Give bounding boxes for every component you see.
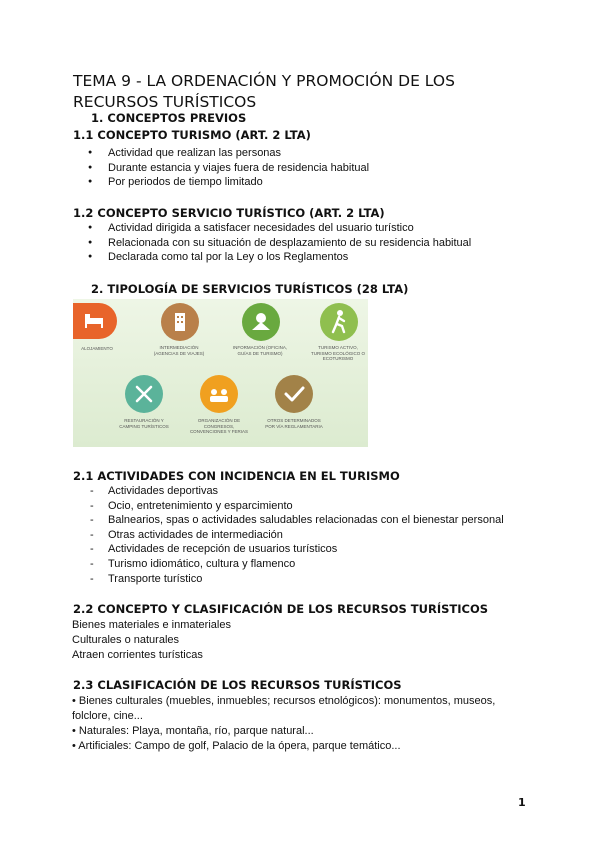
page-number: 1 [518,796,526,809]
text-line: Bienes materiales e inmateriales [72,619,231,631]
hiker-icon [320,303,358,341]
caption-active-tourism: TURISMO ACTIVO, TURISMO ECOLÓGICO O ECOTURISMO [310,345,365,361]
checkmark-icon [275,375,313,413]
text-line: • Bienes culturales (muebles, inmuebles; recursos etnológicos): monumentos, museos, [72,695,496,707]
building-icon [161,303,199,341]
bed-icon [73,303,117,339]
cutlery-icon [125,375,163,413]
text-line: Atraen corrientes turísticas [72,649,203,661]
section-1-2-heading: 1.2 CONCEPTO SERVICIO TURÍSTICO (ART. 2 LTA) [73,206,385,220]
conference-icon [200,375,238,413]
caption-restaurants: RESTAURACIÓN Y CAMPING TURÍSTICOS [119,418,169,429]
list-item: - Transporte turístico [88,572,504,587]
list-item: - Otras actividades de intermediación [88,528,504,543]
section-2-2-heading: 2.2 CONCEPTO Y CLASIFICACIÓN DE LOS RECURSOS TURÍSTICOS [73,602,489,616]
list-item: ● Durante estancia y viajes fuera de residencia habitual [88,161,369,176]
tourism-services-infographic [73,299,368,447]
section-2-2-text [72,618,532,663]
section-1-heading: 1. CONCEPTOS PREVIOS [91,111,247,125]
list-item: ● Por periodos de tiempo limitado [88,175,369,190]
caption-accommodation: ALOJAMIENTO [81,346,113,351]
text-line: folclore, cine... [72,710,143,722]
list-item: - Actividades deportivas [88,484,504,499]
caption-others: OTROS DETERMINADOS POR VÍA REGLAMENTARIA [265,418,323,429]
text-line: Culturales o naturales [72,634,180,646]
section-2-3-heading: 2.3 CLASIFICACIÓN DE LOS RECURSOS TURÍSTICOS [73,678,402,692]
text-line: • Naturales: Playa, montaña, río, parque natural... [72,725,314,737]
document-title: TEMA 9 - LA ORDENACIÓN Y PROMOCIÓN DE LOS RECURSOS TURÍSTICOS [73,72,455,111]
list-item: - Ocio, entretenimiento y esparcimiento [88,499,504,514]
section-2-1-list [88,484,504,586]
caption-information: INFORMACIÓN (OFICINA, GUÍAS DE TURISMO) [232,345,288,356]
section-2-3-text [72,694,532,754]
list-item: ● Declarada como tal por la Ley o los Reglamentos [88,250,471,265]
caption-intermediation: INTERMEDIACIÓN (AGENCIAS DE VIAJES) [153,345,205,356]
section-1-2-list [88,221,471,265]
caption-congresses: ORGANIZACIÓN DE CONGRESOS, CONVENCIONES Y FERIAS [189,418,249,434]
section-1-1-heading: 1.1 CONCEPTO TURISMO (ART. 2 LTA) [73,128,311,142]
list-item: ● Relacionada con su situación de desplazamiento de su residencia habitual [88,236,471,251]
information-icon [242,303,280,341]
list-item: ● Actividad dirigida a satisfacer necesidades del usuario turístico [88,221,471,236]
section-2-heading: 2. TIPOLOGÍA DE SERVICIOS TURÍSTICOS (28 LTA) [91,282,409,296]
list-item: - Turismo idiomático, cultura y flamenco [88,557,504,572]
list-item: ● Actividad que realizan las personas [88,146,369,161]
section-1-1-list [88,146,369,190]
list-item: - Actividades de recepción de usuarios turísticos [88,542,504,557]
list-item: - Balnearios, spas o actividades saludables relacionadas con el bienestar personal [88,513,504,528]
text-line: • Artificiales: Campo de golf, Palacio de la ópera, parque temático... [72,740,401,752]
section-2-1-heading: 2.1 ACTIVIDADES CON INCIDENCIA EN EL TURISMO [73,469,400,483]
